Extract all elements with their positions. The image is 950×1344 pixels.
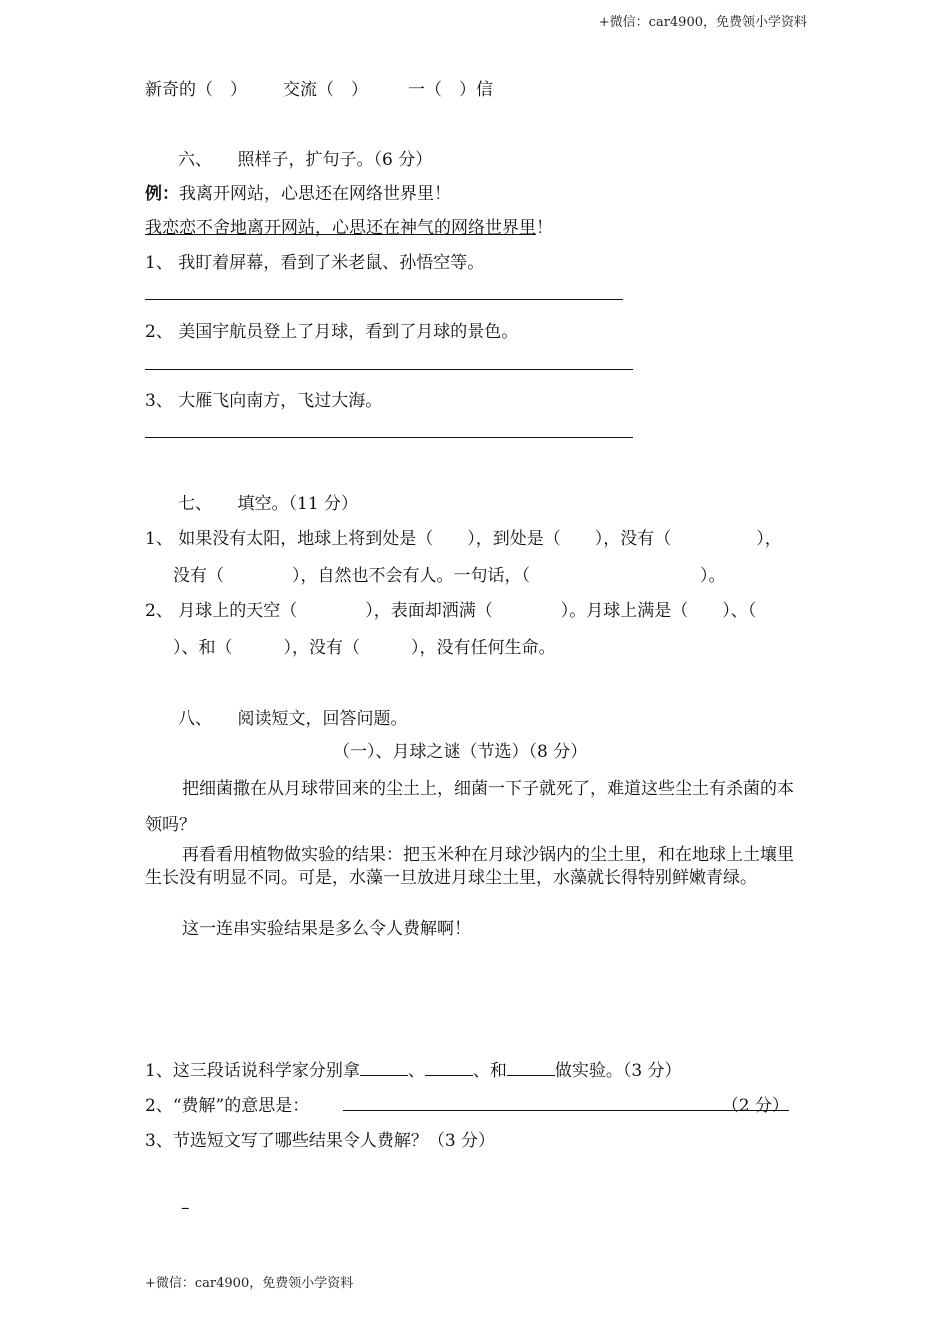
passage-paragraph-1: 把细菌撒在从月球带回来的尘土上，细菌一下子就死了，难道这些尘土有杀菌的本领吗？	[145, 779, 794, 835]
word-blank-1: 新奇的（ ）	[145, 80, 247, 100]
section-7-line-3: 2、 月球上的天空（ ），表面却洒满（ ）。月球上满是（ ）、（	[145, 601, 757, 621]
q2-text: 2、“费解”的意思是：	[145, 1096, 310, 1116]
section-7-line-2: 没有（ ），自然也不会有人。一句话，（ ）。	[173, 566, 726, 586]
answer-line-2	[145, 369, 633, 370]
section-6-example	[145, 179, 451, 204]
section-6-question-1: 1、 我盯着屏幕，看到了米老鼠、孙悟空等。	[145, 253, 485, 273]
header-watermark: +微信：car4900，免费领小学资料	[598, 15, 807, 30]
answer-dash: –	[181, 1198, 190, 1218]
section-6-title: 六、 照样子，扩句子。（6 分）	[178, 150, 433, 170]
q1-sep-1: 、	[407, 1061, 425, 1081]
reading-question-3: 3、节选短文写了哪些结果令人费解？（3 分）	[145, 1131, 496, 1151]
example-label: 例：	[145, 184, 179, 204]
section-7-title: 七、 填空。（11 分）	[178, 494, 359, 514]
passage-paragraph-3: 这一连串实验结果是多么令人费解啊！	[182, 919, 471, 939]
word-blank-2: 交流（ ）	[283, 80, 368, 100]
expanded-sentence: 我恋恋不舍地离开网站，心思还在神气的网络世界里	[145, 218, 536, 238]
expanded-end: ！	[536, 218, 553, 238]
example-text: 我离开网站，心思还在网络世界里！	[179, 184, 451, 204]
section-6-expanded-example	[145, 213, 553, 238]
word-blank-3: 一（ ）信	[408, 80, 493, 100]
section-6-question-3: 3、 大雁飞向南方，飞过大海。	[145, 391, 383, 411]
reading-question-2	[145, 1091, 309, 1116]
q1-sep-2: 、和	[472, 1061, 507, 1081]
section-8-title: 八、 阅读短文，回答问题。	[178, 709, 408, 729]
q1-text-b: 做实验。（3 分）	[554, 1061, 682, 1081]
q2-score: （2 分）	[721, 1096, 789, 1116]
q1-text-a: 1、这三段话说科学家分别拿	[145, 1061, 360, 1081]
q1-blank-3[interactable]	[507, 1057, 555, 1076]
q1-blank-1[interactable]	[360, 1057, 408, 1076]
passage-title: （一）、月球之谜（节选）（8 分）	[333, 742, 588, 762]
section-6-question-2: 2、 美国宇航员登上了月球，看到了月球的景色。	[145, 322, 519, 342]
q1-blank-2[interactable]	[425, 1057, 473, 1076]
passage-paragraph-2: 再看看用植物做实验的结果：把玉米种在月球沙锅内的尘土里，和在地球上土壤里生长没有明显不同。可是，水藻一旦放进月球尘土里，水藻就长得特别鲜嫩青绿。	[145, 845, 794, 888]
footer-watermark: +微信：car4900，免费领小学资料	[145, 1276, 354, 1291]
answer-line-3	[145, 437, 633, 438]
q2-answer-blank[interactable]	[343, 1091, 789, 1116]
answer-line-1	[145, 299, 623, 300]
section-7-line-1: 1、 如果没有太阳，地球上将到处是（ ），到处是（ ），没有（ ），	[145, 529, 782, 549]
reading-question-1	[145, 1056, 682, 1081]
section-7-line-4: ）、和（ ），没有（ ），没有任何生命。	[173, 638, 556, 658]
